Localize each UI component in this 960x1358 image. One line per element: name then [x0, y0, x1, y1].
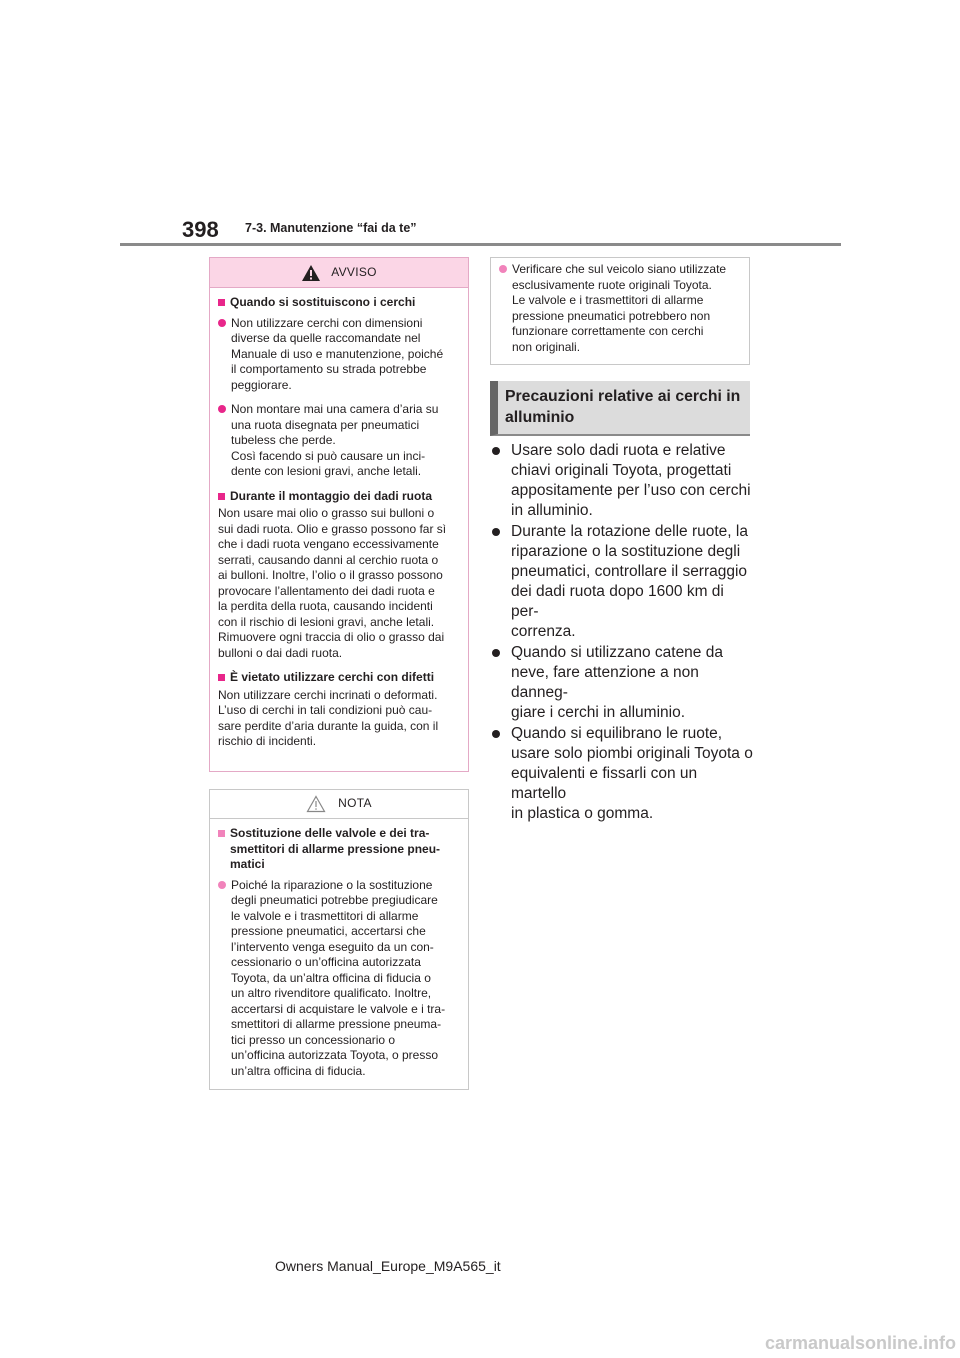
- footer-text: Owners Manual_Europe_M9A565_it: [275, 1258, 501, 1274]
- warning-subheading: Durante il montaggio dei dadi ruota: [218, 489, 458, 505]
- list-item: Quando si equilibrano le ruote, usare solo piombi originali Toyota o equivalenti e fissarli con un martello in plastica o gomma.: [490, 724, 755, 824]
- warning-box: [209, 257, 469, 772]
- note-header: [210, 790, 468, 819]
- header-rule: [120, 243, 841, 246]
- bullet-dot-icon: [499, 265, 507, 273]
- warning-paragraph: Non utilizzare cerchi incrinati o deformati. L’uso di cerchi in tali condizioni può cau- sare perdite d’aria durante la guida, con il rischio di incidenti.: [218, 687, 439, 748]
- section-heading: Precauzioni relative ai cerchi in alluminio: [490, 381, 750, 436]
- square-bullet-icon: [218, 299, 225, 306]
- list-item: Durante la rotazione delle ruote, la riparazione o la sostituzione degli pneumatici, controllare il serraggio dei dadi ruota dopo 1600 km di per- correnza.: [490, 522, 755, 642]
- page-number: 398: [182, 217, 219, 242]
- bullet-dot-icon: [492, 528, 500, 536]
- list-item: Non utilizzare cerchi con dimensioni diverse da quelle raccomandate nel Manuale di uso e manutenzione, poiché il comportamento su strada potrebbe peggiorare.: [218, 316, 458, 394]
- bullet-dot-icon: [218, 881, 226, 889]
- warning-body: [210, 288, 468, 750]
- note-subheading: Sostituzione delle valvole e dei tra- smettitori di allarme pressione pneu- matici: [218, 826, 458, 873]
- warning-label: AVVISO: [331, 264, 377, 279]
- list-item: Poiché la riparazione o la sostituzione degli pneumatici potrebbe pregiudicare le valvole e i trasmettitori di allarme pressione pneumatici, accertarsi che l’intervento venga eseguito da un con- cessionario o un’officina autorizzata Toyota, da un’altra officina di fiducia o un altro rivenditore qualificato. Inoltre, accertarsi di acquistare le valvole e i tra- smettitori di allarme pressione pneuma- tici presso un concessionario o un’officina autorizzata Toyota, o presso un’altra officina di fiducia.: [218, 878, 458, 1080]
- warning-paragraph: Non usare mai olio o grasso sui bulloni o sui dadi ruota. Olio e grasso possono far sì che i dadi ruota vengano eccessivamente serrati, causando danni al cerchio ruota o ai bulloni. Inoltre, l’olio o il grasso possono provocare l’allentamento dei dadi ruota e la perdita della ruota, causando incidenti con il rischio di lesioni gravi, anche letali. Rimuovere ogni traccia di olio o grasso dai bulloni o dai dadi ruota.: [218, 506, 447, 660]
- list-item: Non montare mai una camera d’aria su una ruota disegnata per pneumatici tubeless che perde. Così facendo si può causare un inci- dente con lesioni gravi, anche letali.: [218, 402, 458, 480]
- bullet-dot-icon: [492, 730, 500, 738]
- square-bullet-icon: [218, 493, 225, 500]
- note-box: [209, 789, 469, 1090]
- square-bullet-icon: [218, 674, 225, 681]
- bullet-dot-icon: [492, 649, 500, 657]
- main-bullet-list: [490, 441, 755, 825]
- watermark: carmanualsonline.info: [764, 1333, 956, 1353]
- warning-subheading: È vietato utilizzare cerchi con difetti: [218, 670, 458, 686]
- list-item: Quando si utilizzano catene da neve, fare attenzione a non danneg- giare i cerchi in alluminio.: [490, 643, 755, 723]
- bullet-dot-icon: [492, 447, 500, 455]
- right-note-box: [490, 257, 750, 365]
- warning-triangle-icon: [301, 264, 321, 282]
- list-item: Verificare che sul veicolo siano utilizzate esclusivamente ruote originali Toyota. Le valvole e i trasmettitori di allarme pressione pneumatici potrebbero non funzionare correttamente con cerchi non originali.: [499, 262, 739, 355]
- warning-subheading: Quando si sostituiscono i cerchi: [218, 295, 458, 311]
- caution-triangle-outline-icon: [306, 795, 326, 813]
- note-body: [210, 819, 468, 1079]
- square-bullet-icon: [218, 830, 225, 837]
- section-title: 7-3. Manutenzione “fai da te”: [245, 221, 417, 235]
- note-label: NOTA: [338, 796, 372, 811]
- warning-header: [210, 258, 468, 288]
- bullet-dot-icon: [218, 405, 226, 413]
- bullet-dot-icon: [218, 319, 226, 327]
- list-item: Usare solo dadi ruota e relative chiavi originali Toyota, progettati appositamente per l’uso con cerchi in alluminio.: [490, 441, 755, 521]
